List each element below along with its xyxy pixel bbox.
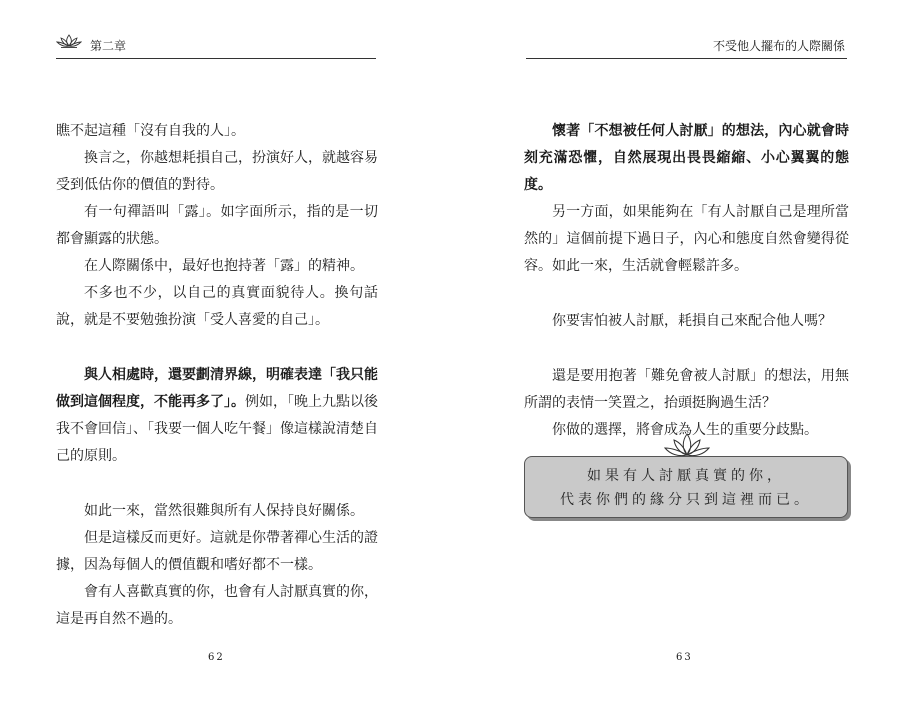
paragraph: 你要害怕被人討厭，耗損自己來配合他人嗎？ xyxy=(552,313,832,329)
paragraph: 如此一來，當然很難與所有人保持良好關係。 xyxy=(84,503,364,519)
chapter-label: 第二章 xyxy=(90,39,127,53)
paragraph: 還是要用抱著「難免會被人討厭」的想法，用無所謂的表情一笑置之，抬頭挺胸過生活？ xyxy=(524,368,849,411)
right-page xyxy=(450,0,900,712)
page-header xyxy=(526,30,847,59)
paragraph: 瞧不起這種「沒有自我的人」。 xyxy=(56,123,245,139)
spacer xyxy=(56,470,378,498)
paragraph: 你做的選擇，將會成為人生的重要分歧點。 xyxy=(552,422,818,438)
lotus-icon xyxy=(56,33,82,49)
page-number: 62 xyxy=(208,652,225,663)
paragraph: 與人相處時，還要劃清界線，明確表達「我只能做到這個程度，不能再多了」。例如，「晚上九點以後我不會回信」、「我要一個人吃午餐」像這樣說清楚自己的原則。 xyxy=(56,367,378,464)
left-body-text xyxy=(56,118,378,633)
paragraph xyxy=(524,118,849,199)
paragraph: 有一句禪語叫「露」。如字面所示，指的是一切都會顯露的狀態。 xyxy=(56,204,378,247)
book-title: 不受他人擺布的人際關係 xyxy=(712,39,845,53)
emphasis-text: 與人相處時，還要劃清界線，明確表達「我只能做到這個程度，不能再多了」。 xyxy=(56,367,378,410)
spacer xyxy=(524,280,849,308)
paragraph: 會有人喜歡真實的你，也會有人討厭真實的你，這是再自然不過的。 xyxy=(56,584,378,627)
paragraph: 但是這樣反而更好。這就是你帶著禪心生活的證據，因為每個人的價值觀和嗜好都不一樣。 xyxy=(56,530,378,573)
paragraph: 另一方面，如果能夠在「有人討厭自己是理所當然的」這個前提下過日子，內心和態度自然會變得從容。如此一來，生活就會輕鬆許多。 xyxy=(524,204,849,274)
quote-line: 如果有人討厭真實的你， xyxy=(587,468,785,484)
page-number: 63 xyxy=(676,652,693,663)
spacer xyxy=(524,335,849,363)
paragraph: 不多也不少，以自己的真實面貌待人。換句話說，就是不要勉強扮演「受人喜愛的自己」。 xyxy=(56,285,378,328)
spacer xyxy=(56,334,378,362)
quote-line: 代表你們的緣分只到這裡而已。 xyxy=(560,492,812,508)
emphasis-text: 懷著「不想被任何人討厭」的想法，內心就會時刻充滿恐懼，自然展現出畏畏縮縮、小心翼翼的態度。 xyxy=(524,123,849,193)
quote-box xyxy=(524,456,848,518)
paragraph: 換言之，你越想耗損自己，扮演好人，就越容易受到低估你的價值的對待。 xyxy=(56,150,378,193)
paragraph: 在人際關係中，最好也抱持著「露」的精神。 xyxy=(84,258,364,274)
page-header xyxy=(56,30,376,59)
right-body-text xyxy=(524,118,849,444)
